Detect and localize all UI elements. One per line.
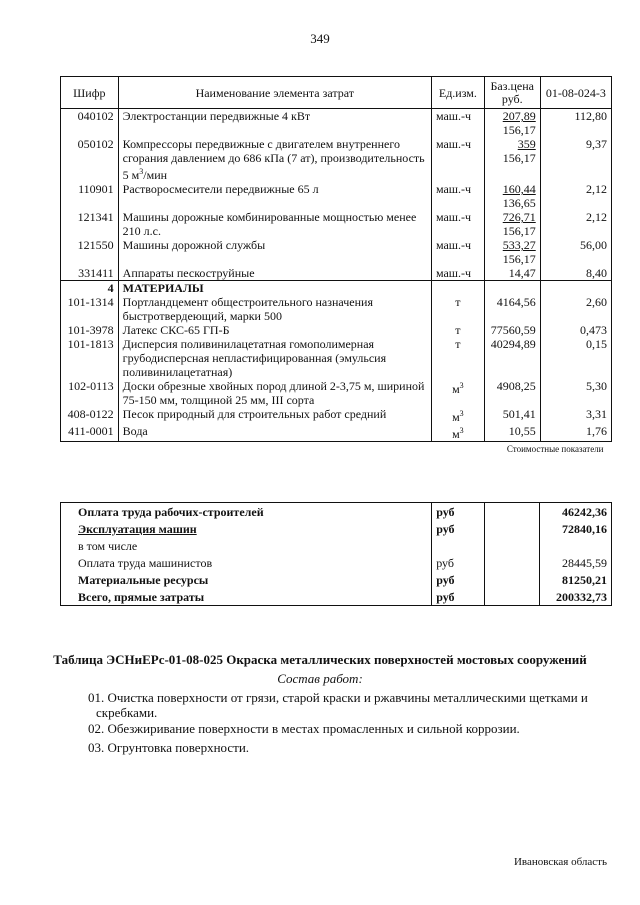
row-name-text: Растворосмесители передвижные 65 л <box>122 182 319 196</box>
table-row <box>61 337 612 379</box>
row-unit: маш.-ч <box>431 137 484 182</box>
summary-value: 28445,59 <box>540 554 612 571</box>
row-unit-text: м <box>452 382 460 396</box>
row-unit <box>431 337 484 379</box>
row-unit-text: т <box>455 323 461 337</box>
row-unit: маш.-ч <box>431 266 484 281</box>
row-price-secondary: 156,17 <box>502 224 536 238</box>
table-row <box>61 379 612 407</box>
cost-caption: Стоимостные показатели <box>506 444 604 454</box>
row-price-main: 726,71 <box>502 210 536 224</box>
materials-body <box>61 281 612 442</box>
row-value: 5,30 <box>540 379 611 407</box>
row-price: 10,55 <box>484 424 540 442</box>
section-empty-value <box>540 281 611 296</box>
summary-unit: руб <box>432 571 485 588</box>
row-name-text: Электростанции передвижные 4 кВт <box>122 109 311 123</box>
row-price: 501,41 <box>484 407 540 424</box>
row-name: Латекс СКС-65 ГП-Б <box>118 323 431 337</box>
work-item-02: 02. Обезжиривание поверхности в местах промасленных и сильной коррозии. <box>88 721 520 736</box>
row-code: 101-1813 <box>61 337 119 379</box>
header-norm: 01-08-024-3 <box>540 77 611 109</box>
cost-table <box>60 76 612 456</box>
summary-row <box>61 520 612 537</box>
row-code: 411-0001 <box>61 424 119 442</box>
row-price: 4908,25 <box>484 379 540 407</box>
summary-value: 81250,21 <box>540 571 612 588</box>
row-price-main: 14,47 <box>508 266 536 280</box>
table-row <box>61 137 612 182</box>
summary-table <box>60 502 612 606</box>
row-name-sup: 3 <box>139 167 144 176</box>
row-value: 3,31 <box>540 407 611 424</box>
work-item-03: 03. Огрунтовка поверхности. <box>88 740 250 755</box>
summary-value <box>540 537 612 554</box>
row-price <box>484 137 540 182</box>
row-unit: маш.-ч <box>431 210 484 238</box>
summary-row <box>61 554 612 571</box>
row-value: 2,12 <box>540 210 611 238</box>
row-name <box>118 137 431 182</box>
row-price-main: 533,27 <box>502 238 536 252</box>
summary-unit <box>432 537 485 554</box>
row-unit: маш.-ч <box>431 109 484 138</box>
row-unit <box>431 379 484 407</box>
summary-value: 72840,16 <box>540 520 612 537</box>
row-unit-text: т <box>455 295 461 309</box>
summary-empty <box>484 554 539 571</box>
summary-row <box>61 503 612 521</box>
row-name <box>118 238 431 266</box>
region-footer: Ивановская область <box>513 856 607 868</box>
table-row <box>61 182 612 210</box>
row-price-secondary: 156,17 <box>502 123 536 137</box>
summary-empty <box>484 537 539 554</box>
summary-unit: руб <box>432 503 485 521</box>
row-code: 121341 <box>61 210 119 238</box>
header-base-price: Баз.цена руб. <box>484 77 540 109</box>
row-code: 101-3978 <box>61 323 119 337</box>
row-code: 408-0122 <box>61 407 119 424</box>
row-name: Доски обрезные хвойных пород длиной 2-3,75 м, шириной 75-150 мм, толщиной 25 мм, III сорта <box>118 379 431 407</box>
header-unit: Ед.изм. <box>431 77 484 109</box>
summary-empty <box>484 588 539 606</box>
composition-title: Состав работ: <box>277 671 363 686</box>
row-code: 110901 <box>61 182 119 210</box>
summary-label: Материальные ресурсы <box>61 571 432 588</box>
summary-empty <box>484 571 539 588</box>
summary-label: Эксплуатация машин <box>61 520 432 537</box>
row-name <box>118 182 431 210</box>
row-name-text: Машины дорожные комбинированные мощностью менее 210 л.с. <box>122 210 417 238</box>
row-price-secondary: 156,17 <box>502 151 536 165</box>
machines-body <box>61 109 612 281</box>
summary-unit: руб <box>432 554 485 571</box>
summary-value: 46242,36 <box>540 503 612 521</box>
row-code: 050102 <box>61 137 119 182</box>
table-row <box>61 210 612 238</box>
row-unit-sup: 3 <box>459 381 464 390</box>
table-row <box>61 238 612 266</box>
summary-unit: руб <box>432 588 485 606</box>
table-row <box>61 109 612 138</box>
row-code: 040102 <box>61 109 119 138</box>
summary-label: в том числе <box>61 537 432 554</box>
summary-row <box>61 537 612 554</box>
row-name: Дисперсия поливинилацетатная гомополимерная грубодисперсная непластифицированная (эмульсия поливинилацетатная) <box>118 337 431 379</box>
row-name-text: Аппараты пескоструйные <box>122 266 255 280</box>
row-price: 4164,56 <box>484 295 540 323</box>
summary-empty <box>484 503 539 521</box>
row-price <box>484 109 540 138</box>
summary-empty <box>484 520 539 537</box>
row-value: 9,37 <box>540 137 611 182</box>
summary-value: 200332,73 <box>540 588 612 606</box>
row-value: 8,40 <box>540 266 611 281</box>
row-name: Вода <box>118 424 431 442</box>
section-empty-price <box>484 281 540 296</box>
row-price <box>484 238 540 266</box>
row-unit-sup: 3 <box>459 409 464 418</box>
row-code: 102-0113 <box>61 379 119 407</box>
row-value: 56,00 <box>540 238 611 266</box>
summary-unit: руб <box>432 520 485 537</box>
row-price-main: 359 <box>517 137 536 151</box>
row-unit-sup: 3 <box>459 426 464 435</box>
table-row <box>61 407 612 424</box>
row-code: 101-1314 <box>61 295 119 323</box>
section-empty-unit <box>431 281 484 296</box>
row-name: Портландцемент общестроительного назначения быстротвердеющий, марки 500 <box>118 295 431 323</box>
row-unit <box>431 323 484 337</box>
row-unit-text: м <box>452 410 460 424</box>
summary-label: Оплата труда рабочих-строителей <box>61 503 432 521</box>
row-value: 112,80 <box>540 109 611 138</box>
row-value: 1,76 <box>540 424 611 442</box>
row-price-secondary: 156,17 <box>502 252 536 266</box>
header-name: Наименование элемента затрат <box>118 77 431 109</box>
page-number: 349 <box>310 31 330 46</box>
section-name: МАТЕРИАЛЫ <box>118 281 431 296</box>
row-unit: маш.-ч <box>431 182 484 210</box>
row-name <box>118 266 431 281</box>
summary-row <box>61 571 612 588</box>
row-value: 0,15 <box>540 337 611 379</box>
row-name: Песок природный для строительных работ средний <box>118 407 431 424</box>
row-name-text: Компрессоры передвижные с двигателем внутреннего сгорания давлением до 686 кПа (7 ат), производительность 5 м <box>122 137 425 182</box>
row-price <box>484 182 540 210</box>
section-code: 4 <box>61 281 119 296</box>
row-unit-text: м <box>452 427 460 441</box>
row-price <box>484 266 540 281</box>
row-unit <box>431 407 484 424</box>
row-name-text: Машины дорожной службы <box>122 238 266 252</box>
header-code: Шифр <box>61 77 119 109</box>
table-row <box>61 266 612 281</box>
row-value: 2,60 <box>540 295 611 323</box>
summary-label: Оплата труда машинистов <box>61 554 432 571</box>
row-name <box>118 210 431 238</box>
row-unit <box>431 295 484 323</box>
table-title: Таблица ЭСНиЕРс-01-08-025 Окраска металлических поверхностей мостовых сооружений <box>53 652 587 667</box>
row-value: 0,473 <box>540 323 611 337</box>
row-price-main: 160,44 <box>502 182 536 196</box>
row-price <box>484 210 540 238</box>
row-name-tail: /мин <box>143 168 168 182</box>
section-row <box>61 281 612 296</box>
summary-label: Всего, прямые затраты <box>61 588 432 606</box>
row-price-secondary: 136,65 <box>502 196 536 210</box>
row-price: 77560,59 <box>484 323 540 337</box>
table-row <box>61 424 612 442</box>
table-row <box>61 295 612 323</box>
work-item-01: 01. Очистка поверхности от грязи, старой краски и ржавчины металлическими щетками и скребками. <box>88 690 588 720</box>
row-unit-text: т <box>455 337 461 351</box>
row-name <box>118 109 431 138</box>
summary-row <box>61 588 612 606</box>
row-price: 40294,89 <box>484 337 540 379</box>
table-row <box>61 323 612 337</box>
row-code: 121550 <box>61 238 119 266</box>
table-header <box>61 77 612 109</box>
row-code: 331411 <box>61 266 119 281</box>
row-value: 2,12 <box>540 182 611 210</box>
row-unit <box>431 424 484 442</box>
row-price-main: 207,89 <box>502 109 536 123</box>
row-unit: маш.-ч <box>431 238 484 266</box>
